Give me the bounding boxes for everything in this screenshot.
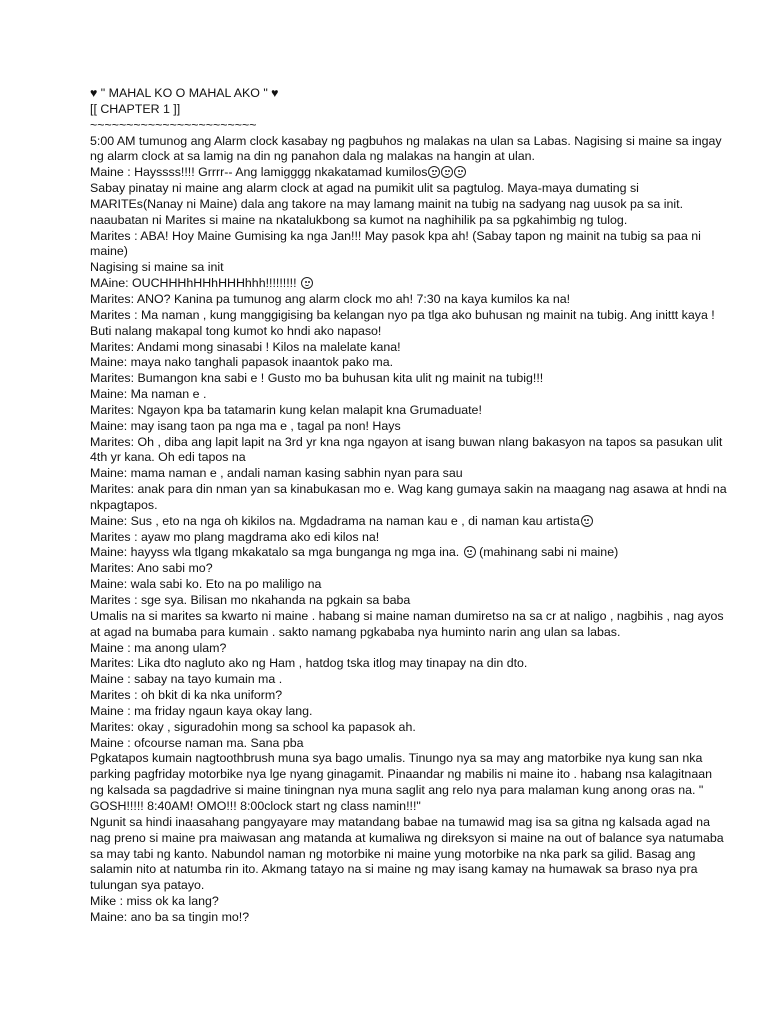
story-line: [90, 165, 728, 181]
line-text: Marites : Ma naman , kung manggigising ba kelangan nyo pa tlga ako buhusan ng mainit na tubig. Ang inittt kaya ! Buti nalang makapal tong kumot ko hndi ako napaso!: [90, 307, 719, 338]
line-text: Maine: Sus , eto na nga oh kikilos na. Mgdadrama na naman kau e , di naman kau artista: [90, 513, 580, 528]
story-line: [90, 419, 728, 435]
story-line: [90, 435, 728, 467]
line-text: Mike : miss ok ka lang?: [90, 894, 219, 909]
story-line: [90, 371, 728, 387]
story-line: [90, 736, 728, 752]
line-text: Marites: Oh , diba ang lapit lapit na 3rd yr kna nga ngayon at isang buwan nlang bakasyon na tapos sa pasukan ulit 4th yr kana. Oh edi tapos na: [90, 434, 726, 465]
line-text: Ngunit sa hindi inaasahang pangyayare may matandang babae na tumawid mag isa sa gitna ng kalsada agad na nag preno si maine pra maiwasan ang matanda at kumaliwa ng direksyon si maine na out of balance sya natumaba sa may tabi ng kanto. Nabundol naman ng motorbike ni maine yung motorbike na nka park sa gilid. Basag ang salamin nito at natumba rin ito. Akmang tatayo na si maine ng may isang kamay na humawak sa braso nya pra tulungan sya patayo.: [90, 814, 728, 893]
line-text: Marites: okay , siguradohin mong sa school ka papasok ah.: [90, 719, 416, 734]
story-line: [90, 134, 728, 166]
line-text: Marites: Bumangon kna sabi e ! Gusto mo ba buhusan kita ulit ng mainit na tubig!!!: [90, 371, 544, 386]
story-line: [90, 720, 728, 736]
line-text: Sabay pinatay ni maine ang alarm clock at agad na pumikit ulit sa pagtulog. Maya-maya dumating si MARITEs(Nanay ni Maine) dala ang takore na may lamang mainit na tubig na sadyang nag uusok pa sa init. naaubatan ni Marites si maine na nkatalukbong sa kumot na naghihilik pa sa pgkahimbig ng tulog.: [90, 181, 687, 227]
story-title: [90, 86, 728, 102]
sleepy-face-icon: [454, 166, 466, 178]
story-line: [90, 308, 728, 340]
story-line: [90, 641, 728, 657]
story-line: [90, 260, 728, 276]
line-text: [[ CHAPTER 1 ]]: [90, 101, 181, 116]
line-text: Maine : ma friday ngaun kaya okay lang.: [90, 703, 313, 718]
smirk-face-icon: [464, 546, 476, 558]
story-line: [90, 292, 728, 308]
line-text: 5:00 AM tumunog ang Alarm clock kasabay ng pagbuhos ng malakas na ulan sa Labas. Nagising si maine sa ingay ng alarm clock at sa lamig na din ng panahon dala ng malakas na hangin at ulan.: [90, 133, 726, 164]
story-line: [90, 910, 728, 926]
story-line: [90, 593, 728, 609]
story-line: [90, 561, 728, 577]
line-text: Maine : Hayssss!!!! Grrrr-- Ang lamigggg nkakatamad kumilos: [90, 165, 428, 180]
line-text: Nagising si maine sa init: [90, 260, 224, 275]
line-text: Maine : sabay na tayo kumain ma .: [90, 672, 283, 687]
story-line: [90, 466, 728, 482]
line-text: Marites: Lika dto nagluto ako ng Ham , hatdog tska itlog may tinapay na din dto.: [90, 656, 528, 671]
line-text: Maine: ano ba sa tingin mo!?: [90, 909, 250, 924]
line-text: Marites : oh bkit di ka nka uniform?: [90, 688, 283, 703]
story-line: [90, 656, 728, 672]
line-text: Pgkatapos kumain nagtoothbrush muna sya bago umalis. Tinungo nya sa may ang matorbike nya kung san nka parking pagfriday motorbike nya lge nyang ginagamit. Pinaandar ng mabilis ni maine ito . habang nsa kalagitnaan ng kalsada sa pagdadrive si maine tiningnan nya muna saglit ang relo nya para malaman kung anong oras na. " GOSH!!!!! 8:40AM! OMO!!! 8:00clock start ng class namin!!!": [90, 751, 716, 813]
line-text: Maine: may isang taon pa nga ma e , tagal pa non! Hays: [90, 418, 401, 433]
story-line: [90, 577, 728, 593]
line-text: Maine: wala sabi ko. Eto na po maliligo na: [90, 577, 322, 592]
sleepy-face-icon: [441, 166, 453, 178]
line-text: Marites: Ngayon kpa ba tatamarin kung kelan malapit kna Grumaduate!: [90, 402, 482, 417]
story-line: [90, 276, 728, 292]
line-text: Maine : ofcourse naman ma. Sana pba: [90, 735, 304, 750]
story-line: [90, 751, 728, 814]
story-line: [90, 118, 728, 134]
line-text-after: (mahinang sabi ni maine): [475, 545, 619, 560]
screaming-face-icon: [301, 277, 313, 289]
line-text: Maine : ma anong ulam?: [90, 640, 227, 655]
story-line: [90, 672, 728, 688]
line-text: Marites : sge sya. Bilisan mo nkahanda na pgkain sa baba: [90, 593, 411, 607]
story-line: [90, 894, 728, 910]
story-line: [90, 704, 728, 720]
line-text: Umalis na si marites sa kwarto ni maine . habang si maine naman dumiretso na sa cr at naligo , nagbihis , nag ayos at agad na bumaba para kumain . sakto namang pgkababa nya huminto narin ang ulan sa labas.: [90, 608, 728, 639]
story-line: [90, 340, 728, 356]
story-line: [90, 355, 728, 371]
line-text: Maine: hayyss wla tlgang mkakatalo sa mga bunganga ng mga ina.: [90, 545, 463, 560]
story-line: [90, 545, 728, 561]
chapter-heading: [90, 102, 728, 118]
line-text: ♥ " MAHAL KO O MAHAL AKO " ♥: [90, 86, 279, 100]
story-line: [90, 688, 728, 704]
story-line: [90, 181, 728, 229]
story-line: [90, 229, 728, 261]
line-text: MAine: OUCHHHhHHhHHHhhh!!!!!!!!!: [90, 276, 301, 291]
line-text: Marites : ayaw mo plang magdrama ako edi kilos na!: [90, 529, 380, 544]
line-text: Marites: anak para din nman yan sa kinabukasan mo e. Wag kang gumaya sakin na maagang nag asawa at hndi na nkpagtapos.: [90, 482, 731, 512]
line-text: Marites: Andami mong sinasabi ! Kilos na malelate kana!: [90, 339, 401, 354]
story-line: [90, 482, 731, 514]
story-line: [90, 403, 728, 419]
smirk-face-icon: [581, 515, 593, 527]
line-text: ~~~~~~~~~~~~~~~~~~~~~~~: [90, 117, 257, 132]
sleepy-face-icon: [428, 166, 440, 178]
line-text: Marites: Ano sabi mo?: [90, 561, 213, 576]
line-text: Marites: ANO? Kanina pa tumunog ang alarm clock mo ah! 7:30 na kaya kumilos ka na!: [90, 291, 571, 306]
line-text: Maine: mama naman e , andali naman kasing sabhin nyan para sau: [90, 466, 463, 481]
story-line: [90, 609, 728, 641]
story-line: [90, 815, 728, 894]
story-line: [90, 530, 728, 546]
story-line: [90, 387, 728, 403]
story-line: [90, 514, 728, 530]
line-text: Maine: maya nako tanghali papasok inaantok pako ma.: [90, 355, 394, 370]
line-text: Marites : ABA! Hoy Maine Gumising ka nga Jan!!! May pasok kpa ah! (Sabay tapon ng mainit na tubig sa paa ni maine): [90, 228, 705, 259]
line-text: Maine: Ma naman e .: [90, 387, 207, 402]
